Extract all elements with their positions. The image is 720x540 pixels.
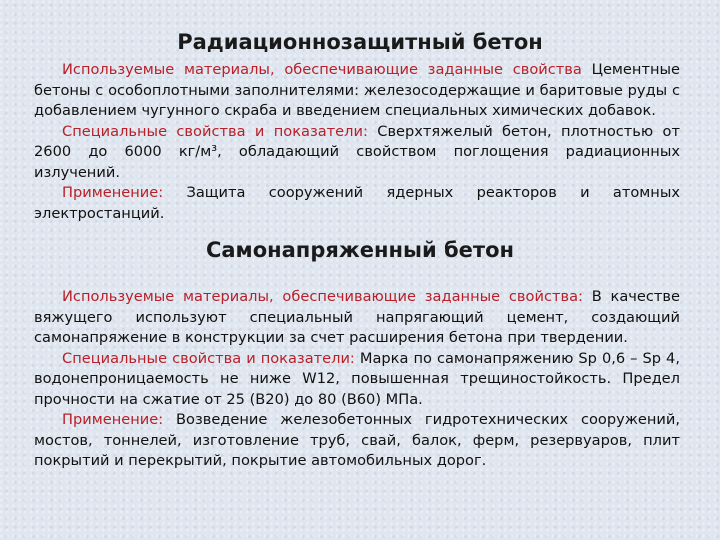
properties-text: Марка по самонапряжению Sp 0,6 – Sp 4, водонепроницаемость не ниже W12, повышенная трещиностойкость. Предел прочности на сжатие от 25 (В20) до 80 (В60) МПа. (34, 349, 680, 408)
properties-label: Специальные свойства и показатели: (62, 349, 355, 367)
application-label: Применение: (62, 184, 164, 201)
application-text: Защита сооружений ядерных реакторов и атомных электростанций. (34, 184, 680, 222)
application-text: Возведение железобетонных гидротехнических сооружений, мостов, тоннелей, изготовление труб, свай, балок, ферм, резервуаров, плит покрытий и перекрытий, покрытие автомобильных дорог. (34, 411, 680, 469)
section2-application (34, 410, 680, 472)
section1-properties (34, 122, 680, 184)
materials-text: Цементные бетоны с особоплотными заполнителями: железосодержащие и баритовые руды с добавлением чугунного скраба и введением специальных химических добавок. (34, 61, 680, 119)
materials-label: Используемые материалы, обеспечивающие заданные свойства: (62, 288, 583, 305)
materials-text: В качестве вяжущего используют специальный напрягающий цемент, создающий самонапряжение в конструкции за счет расширения бетона при твердении. (34, 288, 680, 346)
section2-materials (34, 287, 680, 349)
section2-body (34, 287, 680, 472)
section1-body (34, 60, 680, 224)
properties-label: Специальные свойства и показатели: (62, 122, 368, 140)
application-label: Применение: (62, 411, 164, 428)
section1-materials (34, 60, 680, 122)
section1-application (34, 183, 680, 224)
materials-label: Используемые материалы, обеспечивающие заданные свойства (62, 61, 582, 78)
section2-title: Самонапряженный бетон (205, 238, 515, 262)
section2-properties (34, 349, 680, 411)
section1-title: Радиационнозащитный бетон (177, 30, 543, 54)
properties-text: Сверхтяжелый бетон, плотностью от 2600 до 6000 кг/м³, обладающий свойством поглощения радиационных излучений. (34, 122, 680, 181)
